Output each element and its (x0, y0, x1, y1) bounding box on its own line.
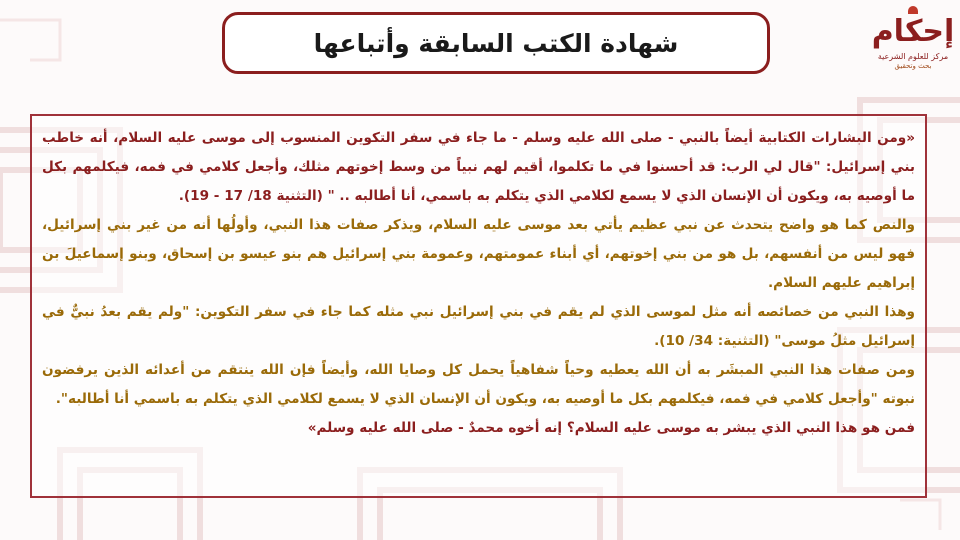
paragraph-5: فمن هو هذا النبي الذي يبشر به موسى عليه السلام؟ إنه أخوه محمدٌ - صلى الله عليه وسلم» (307, 420, 915, 436)
logo-word: إحكام (871, 14, 955, 49)
logo-hat-icon (908, 6, 918, 14)
paragraph-3: وهذا النبي من خصائصه أنه مثل لموسى الذي لم يقم في بني إسرائيل نبي مثله كما جاء في سفر التكوين: "ولم يقم بعدُ نبيٌّ في إسرائيل مثلُ موسى" (التثنية: 34/ 10). (42, 304, 915, 349)
quote-text (42, 124, 915, 443)
paragraph-2: والنص كما هو واضح يتحدث عن نبي عظيم يأتي بعد موسى عليه السلام، ويذكر صفات هذا النبي، وأولُها أنه من غير بني إسرائيل، فهو ليس من أنفسهم، بل هو من بني إخوتهم، أي أبناء عمومتهم، وعمومة بني إسرائيل هم بنو عيسو بن إسحاق، وبنو إسماعيلَ بن إبراهيم عليهم السلام. (42, 217, 915, 291)
page-title: شهادة الكتب السابقة وأتباعها (313, 28, 679, 58)
logo-tagline: مركز للعلوم الشرعية (877, 52, 949, 61)
paragraph-1: «ومن البشارات الكتابية أيضاً بالنبي - صلى الله عليه وسلم - ما جاء في سفر التكوين المنسوب إلى موسى عليه السلام، أنه خاطب بني إسرائيل: "قال لي الرب: قد أحسنوا في ما تكلموا، أقيم لهم نبياً من وسط إخوتهم مثلك، وأجعل كلامي في فمه، فيكلمهم بكل ما أوصيه به، ويكون أن الإنسان الذي لا يسمع لكلامي الذي يتكلم به باسمي، أنا أطالبه .. " (التثنية 18/ 17 - 19). (42, 130, 915, 204)
logo (870, 4, 956, 80)
title-banner (222, 12, 770, 74)
paragraph-4: ومن صفات هذا النبي المبشَر به أن الله يعطيه وحياً شفاهياً يحمل كل وصايا الله، وأيضاً فإن الله ينتقم من أعدائه الذين يرفضون نبوته "وأجعل كلامي في فمه، فيكلمهم بكل ما أوصيه به، ويكون أن الإنسان الذي لا يسمع لكلامي الذي يتكلم به باسمي أنا أطالبه". (42, 362, 915, 407)
logo-subtagline: بحث وتحقيق (894, 62, 932, 70)
quote-box (30, 114, 927, 498)
